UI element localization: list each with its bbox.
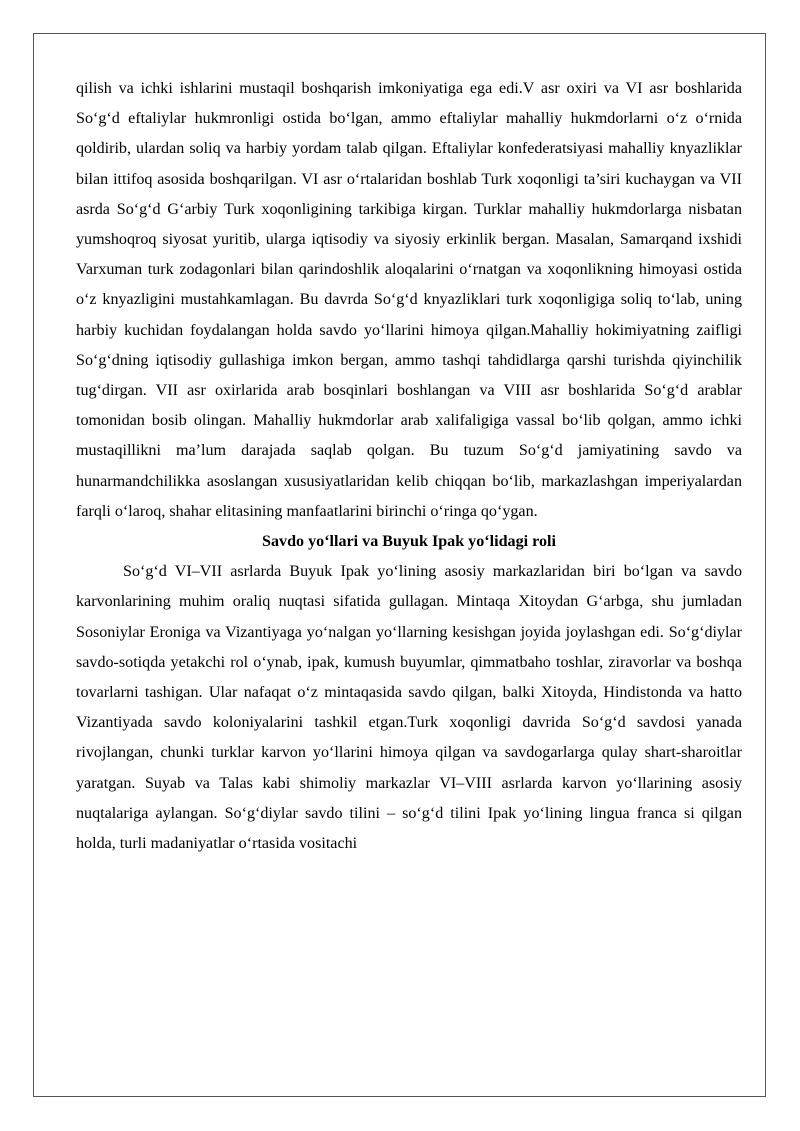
body-paragraph: qilish va ichki ishlarini mustaqil boshqarish imkoniyatiga ega edi.V asr oxiri va VI asr boshlarida So‘g‘d eftaliylar hukmronligi ostida bo‘lgan, ammo eftaliylar mahalliy hukmdorlarni o‘z o‘rnida qoldirib, ulardan soliq va harbiy yordam talab qilgan. Eftaliylar konfederatsiyasi mahalliy knyazliklar bilan ittifoq asosida boshqarilgan. VI asr o‘rtalaridan boshlab Turk xoqonligi ta’siri kuchaygan va VII asrda So‘g‘d G‘arbiy Turk xoqonligining tarkibiga kirgan. Turklar mahalliy hukmdorlarga nisbatan yumshoqroq siyosat yuritib, ularga iqtisodiy va siyosiy erkinlik bergan. Masalan, Samarqand ixshidi Varxuman turk zodagonlari bilan qarindoshlik aloqalarini o‘rnatgan va xoqonlikning himoyasi ostida o‘z knyazligini mustahkamlagan. Bu davrda So‘g‘d knyazliklari turk xoqonligiga soliq to‘lab, uning harbiy kuchidan foydalangan holda savdo yo‘llarini himoya qilgan.Mahalliy hokimiyatning zaifligi So‘g‘dning iqtisodiy gullashiga imkon bergan, ammo tashqi tahdidlarga qarshi turishda qiyinchilik tug‘dirgan. VII asr oxirlarida arab bosqinlari boshlangan va VIII asr boshlarida So‘g‘d arablar tomonidan bosib olingan. Mahalliy hukmdorlar arab xalifaligiga vassal bo‘lib qolgan, ammo ichki mustaqillikni ma’lum darajada saqlab qolgan. Bu tuzum So‘g‘d jamiyatining savdo va hunarmandchilikka asoslangan xususiyatlaridan kelib chiqqan bo‘lib, markazlashgan imperiyalardan farqli o‘laroq, shahar elitasining manfaatlarini birinchi o‘ringa qo‘ygan. bbox=[76, 80, 742, 520]
section-heading: Savdo yo‘llari va Buyuk Ipak yo‘lidagi roli bbox=[262, 533, 556, 551]
body-paragraph: So‘g‘d VI–VII asrlarda Buyuk Ipak yo‘lining asosiy markazlaridan biri bo‘lgan va savdo karvonlarining muhim oraliq nuqtasi sifatida gullagan. Mintaqa Xitoydan G‘arbga, shu jumladan Sosoniylar Eroniga va Vizantiyaga yo‘nalgan yo‘llarning kesishgan joyida joylashgan edi. So‘g‘diylar savdo-sotiqda yetakchi rol o‘ynab, ipak, kumush buyumlar, qimmatbaho toshlar, ziravorlar va boshqa tovarlarni tashigan. Ular nafaqat o‘z mintaqasida savdo qilgan, balki Xitoyda, Hindistonda va hatto Vizantiyada savdo koloniyalarini tashkil etgan.Turk xoqonligi davrida So‘g‘d savdosi yanada rivojlangan, chunki turklar karvon yo‘llarini himoya qilgan va savdogarlarga qulay shart-sharoitlar yaratgan. Suyab va Talas kabi shimoliy markazlar VI–VIII asrlarda karvon yo‘llarining asosiy nuqtalariga aylangan. So‘g‘diylar savdo tilini – so‘g‘d tilini Ipak yo‘lining lingua franca si qilgan holda, turli madaniyatlar o‘rtasida vositachi bbox=[76, 563, 742, 853]
document-body bbox=[76, 74, 742, 859]
